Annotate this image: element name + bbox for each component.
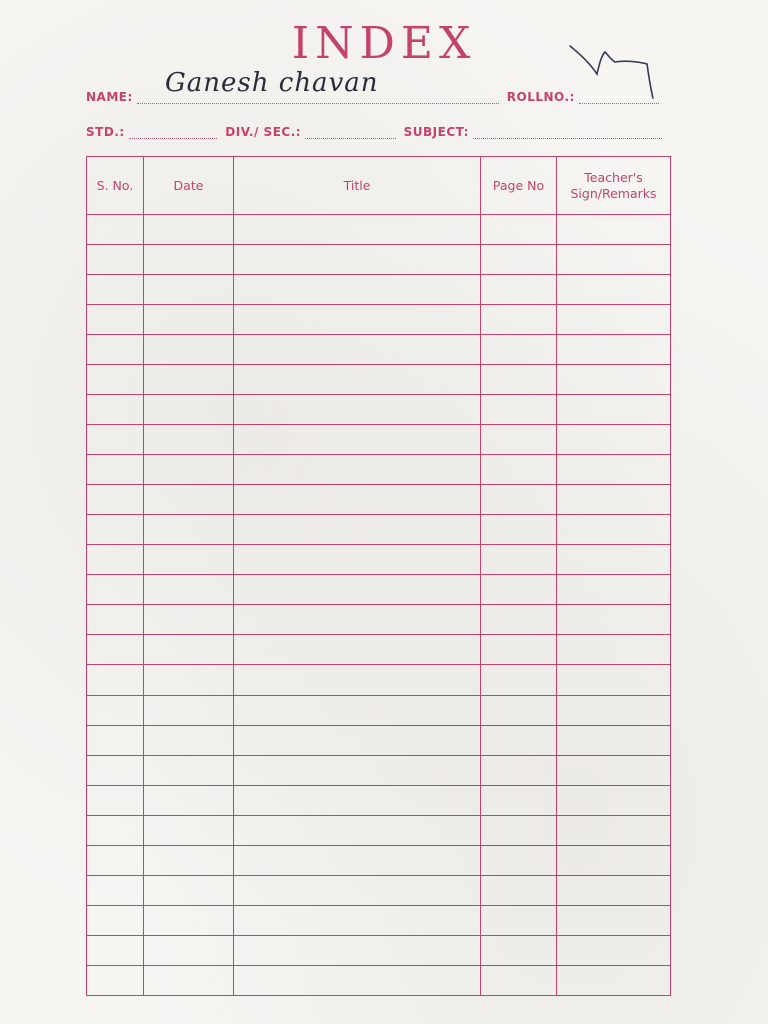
table-cell[interactable] <box>234 245 481 275</box>
table-cell[interactable] <box>557 875 671 905</box>
table-cell[interactable] <box>87 275 144 305</box>
subject-label: SUBJECT: <box>403 125 469 139</box>
table-cell[interactable] <box>87 635 144 665</box>
table-cell[interactable] <box>144 365 234 395</box>
table-cell[interactable] <box>144 305 234 335</box>
table-cell[interactable] <box>87 485 144 515</box>
table-cell[interactable] <box>144 485 234 515</box>
table-header-row <box>87 157 671 215</box>
table-cell[interactable] <box>557 425 671 455</box>
table-cell[interactable] <box>481 305 557 335</box>
std-div-subject-row <box>86 125 670 139</box>
table-cell[interactable] <box>481 575 557 605</box>
table-cell[interactable] <box>87 965 144 995</box>
table-cell[interactable] <box>144 515 234 545</box>
table-cell[interactable] <box>557 305 671 335</box>
table-cell[interactable] <box>234 335 481 365</box>
table-cell[interactable] <box>234 755 481 785</box>
table-cell[interactable] <box>481 935 557 965</box>
table-cell[interactable] <box>234 635 481 665</box>
table-row <box>87 335 671 365</box>
table-row <box>87 215 671 245</box>
table-cell[interactable] <box>481 335 557 365</box>
table-row <box>87 425 671 455</box>
table-cell[interactable] <box>144 755 234 785</box>
table-row <box>87 695 671 725</box>
table-cell[interactable] <box>87 545 144 575</box>
table-cell[interactable] <box>234 515 481 545</box>
table-cell[interactable] <box>234 965 481 995</box>
table-cell[interactable] <box>87 785 144 815</box>
table-cell[interactable] <box>481 965 557 995</box>
table-cell[interactable] <box>144 635 234 665</box>
table-cell[interactable] <box>87 755 144 785</box>
table-row <box>87 605 671 635</box>
table-cell[interactable] <box>87 875 144 905</box>
table-cell[interactable] <box>557 335 671 365</box>
col-sno-header: S. No. <box>87 157 144 215</box>
table-cell[interactable] <box>234 275 481 305</box>
table-row <box>87 545 671 575</box>
name-label: NAME: <box>86 90 133 104</box>
table-cell[interactable] <box>481 485 557 515</box>
table-cell[interactable] <box>234 395 481 425</box>
table-cell[interactable] <box>234 815 481 845</box>
table-cell[interactable] <box>144 575 234 605</box>
table-cell[interactable] <box>87 455 144 485</box>
table-cell[interactable] <box>481 215 557 245</box>
table-row <box>87 935 671 965</box>
table-cell[interactable] <box>144 425 234 455</box>
table-cell[interactable] <box>557 695 671 725</box>
rollno-label: ROLLNO.: <box>506 90 575 104</box>
table-cell[interactable] <box>144 845 234 875</box>
table-cell[interactable] <box>234 875 481 905</box>
table-cell[interactable] <box>481 545 557 575</box>
table-cell[interactable] <box>481 635 557 665</box>
table-cell[interactable] <box>87 695 144 725</box>
table-cell[interactable] <box>144 695 234 725</box>
table-row <box>87 575 671 605</box>
table-row <box>87 755 671 785</box>
table-row <box>87 845 671 875</box>
table-cell[interactable] <box>557 635 671 665</box>
table-cell[interactable] <box>144 395 234 425</box>
table-cell[interactable] <box>557 725 671 755</box>
table-cell[interactable] <box>557 215 671 245</box>
table-row <box>87 365 671 395</box>
table-cell[interactable] <box>87 935 144 965</box>
table-row <box>87 965 671 995</box>
table-cell[interactable] <box>481 905 557 935</box>
table-cell[interactable] <box>144 665 234 695</box>
table-cell[interactable] <box>87 665 144 695</box>
col-sign-header: Teacher's Sign/Remarks <box>557 157 671 215</box>
table-cell[interactable] <box>481 785 557 815</box>
table-row <box>87 395 671 425</box>
table-cell[interactable] <box>557 245 671 275</box>
name-handwriting: Ganesh chavan <box>165 68 379 98</box>
table-cell[interactable] <box>87 605 144 635</box>
table-cell[interactable] <box>557 845 671 875</box>
table-cell[interactable] <box>234 935 481 965</box>
table-cell[interactable] <box>144 605 234 635</box>
table-row <box>87 875 671 905</box>
table-cell[interactable] <box>234 905 481 935</box>
table-cell[interactable] <box>144 245 234 275</box>
table-cell[interactable] <box>481 845 557 875</box>
page-title: INDEX <box>291 18 477 69</box>
table-cell[interactable] <box>481 515 557 545</box>
table-row <box>87 665 671 695</box>
table-cell[interactable] <box>144 545 234 575</box>
table-cell[interactable] <box>481 665 557 695</box>
table-cell[interactable] <box>234 425 481 455</box>
col-page-header: Page No <box>481 157 557 215</box>
table-cell[interactable] <box>234 605 481 635</box>
table-cell[interactable] <box>557 575 671 605</box>
table-cell[interactable] <box>234 485 481 515</box>
table-row <box>87 635 671 665</box>
table-cell[interactable] <box>557 965 671 995</box>
table-row <box>87 455 671 485</box>
table-cell[interactable] <box>87 395 144 425</box>
col-title-header: Title <box>234 157 481 215</box>
table-cell[interactable] <box>144 905 234 935</box>
table-cell[interactable] <box>87 515 144 545</box>
table-cell[interactable] <box>144 215 234 245</box>
table-cell[interactable] <box>481 365 557 395</box>
table-row <box>87 785 671 815</box>
table-cell[interactable] <box>557 485 671 515</box>
table-cell[interactable] <box>557 515 671 545</box>
table-cell[interactable] <box>557 755 671 785</box>
table-cell[interactable] <box>481 875 557 905</box>
table-cell[interactable] <box>557 905 671 935</box>
table-cell[interactable] <box>144 815 234 845</box>
table-cell[interactable] <box>234 695 481 725</box>
table-cell[interactable] <box>481 245 557 275</box>
table-cell[interactable] <box>234 575 481 605</box>
table-cell[interactable] <box>234 455 481 485</box>
table-cell[interactable] <box>87 305 144 335</box>
table-row <box>87 245 671 275</box>
table-cell[interactable] <box>481 395 557 425</box>
table-cell[interactable] <box>234 215 481 245</box>
table-cell[interactable] <box>557 605 671 635</box>
table-cell[interactable] <box>557 815 671 845</box>
table-cell[interactable] <box>144 725 234 755</box>
table-cell[interactable] <box>87 365 144 395</box>
table-cell[interactable] <box>144 335 234 365</box>
table-cell[interactable] <box>87 335 144 365</box>
table-row <box>87 305 671 335</box>
table-row <box>87 485 671 515</box>
table-cell[interactable] <box>557 665 671 695</box>
table-cell[interactable] <box>87 425 144 455</box>
table-row <box>87 815 671 845</box>
table-cell[interactable] <box>557 935 671 965</box>
index-table <box>86 156 671 996</box>
table-cell[interactable] <box>557 275 671 305</box>
table-cell[interactable] <box>234 845 481 875</box>
table-row <box>87 725 671 755</box>
table-cell[interactable] <box>234 725 481 755</box>
table-cell[interactable] <box>87 815 144 845</box>
table-cell[interactable] <box>481 425 557 455</box>
table-cell[interactable] <box>144 455 234 485</box>
table-cell[interactable] <box>144 935 234 965</box>
table-cell[interactable] <box>481 695 557 725</box>
table-cell[interactable] <box>87 905 144 935</box>
table-cell[interactable] <box>557 785 671 815</box>
table-cell[interactable] <box>144 785 234 815</box>
table-cell[interactable] <box>144 965 234 995</box>
table-cell[interactable] <box>87 215 144 245</box>
table-cell[interactable] <box>481 725 557 755</box>
table-cell[interactable] <box>87 575 144 605</box>
table-cell[interactable] <box>481 455 557 485</box>
table-row <box>87 515 671 545</box>
table-cell[interactable] <box>557 395 671 425</box>
subject-field[interactable] <box>473 128 662 139</box>
std-label: STD.: <box>86 125 125 139</box>
table-cell[interactable] <box>144 275 234 305</box>
table-cell[interactable] <box>234 785 481 815</box>
table-body <box>87 215 671 996</box>
table-cell[interactable] <box>557 545 671 575</box>
table-cell[interactable] <box>481 755 557 785</box>
table-cell[interactable] <box>144 875 234 905</box>
col-date-header: Date <box>144 157 234 215</box>
table-cell[interactable] <box>557 365 671 395</box>
table-cell[interactable] <box>234 665 481 695</box>
table-cell[interactable] <box>87 845 144 875</box>
std-field[interactable] <box>129 128 218 139</box>
table-cell[interactable] <box>481 815 557 845</box>
rollno-field[interactable] <box>579 93 659 104</box>
table-cell[interactable] <box>87 245 144 275</box>
table-row <box>87 905 671 935</box>
table-cell[interactable] <box>87 725 144 755</box>
table-cell[interactable] <box>481 275 557 305</box>
div-field[interactable] <box>305 128 396 139</box>
table-cell[interactable] <box>481 605 557 635</box>
table-row <box>87 275 671 305</box>
table-cell[interactable] <box>234 365 481 395</box>
table-cell[interactable] <box>557 455 671 485</box>
table-cell[interactable] <box>234 545 481 575</box>
table-cell[interactable] <box>234 305 481 335</box>
div-label: DIV./ SEC.: <box>225 125 302 139</box>
